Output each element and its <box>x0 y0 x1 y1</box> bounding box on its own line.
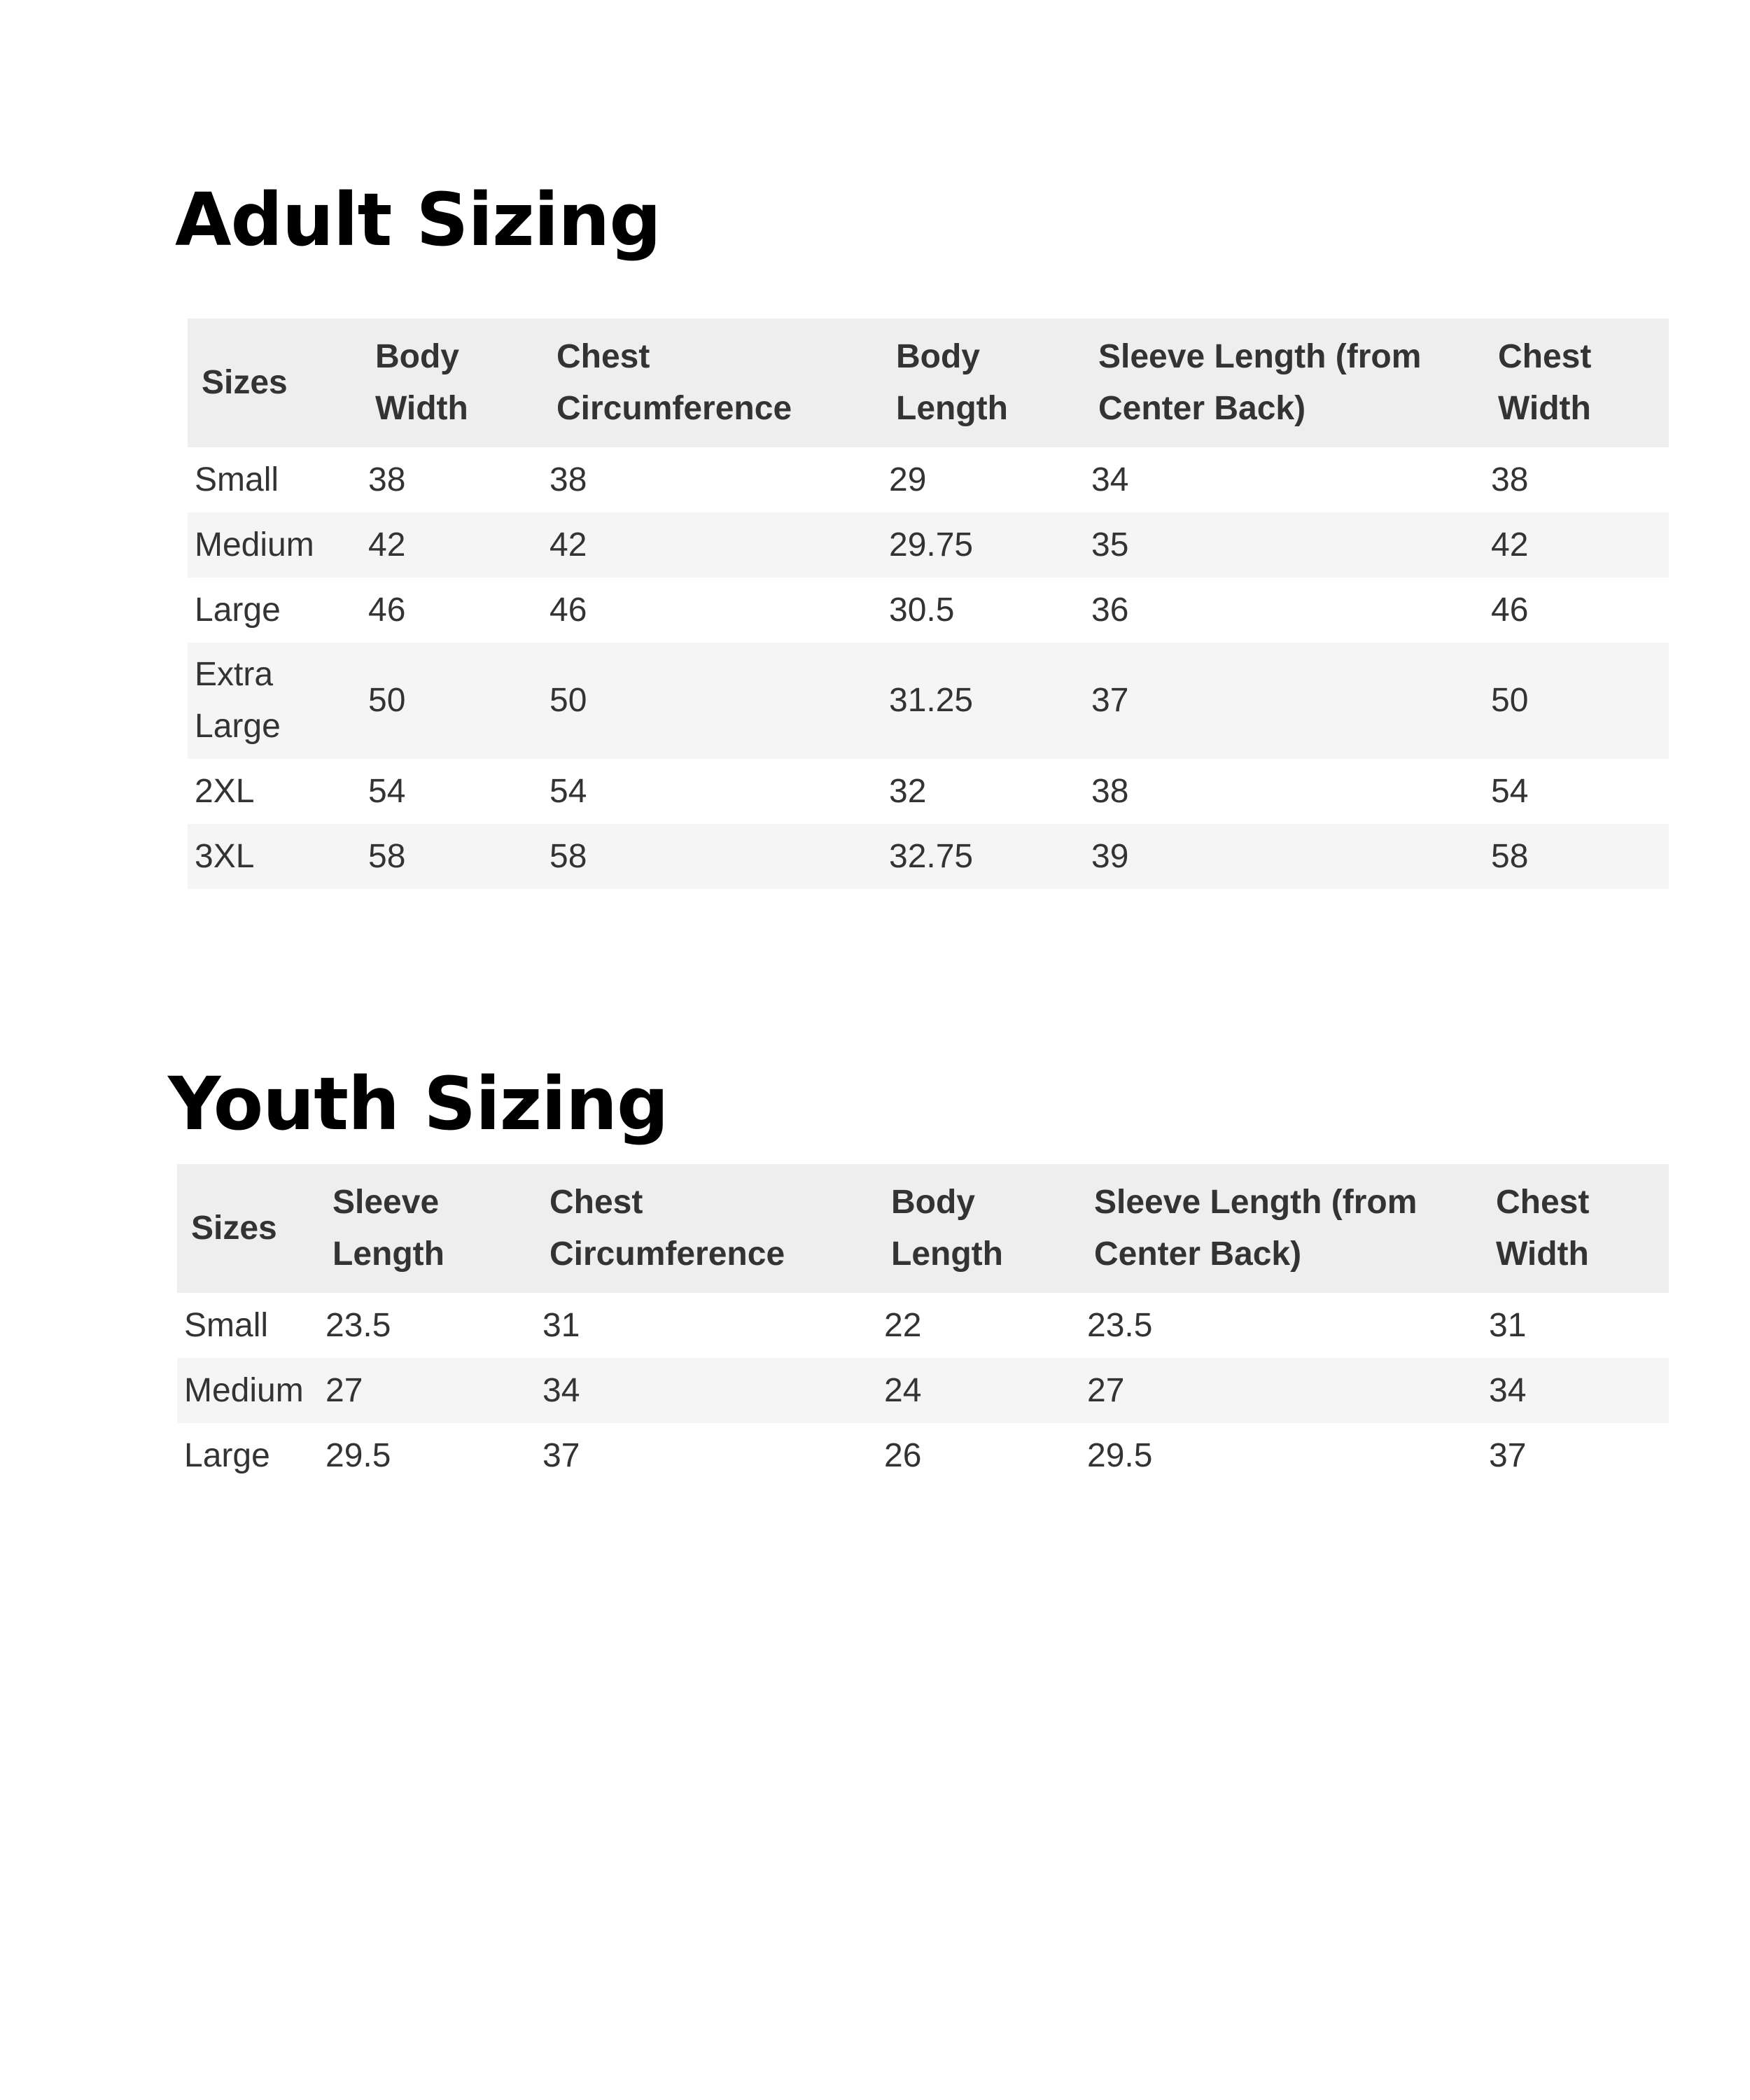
table-row <box>188 512 1669 578</box>
size-cell: Medium <box>184 1371 304 1409</box>
value-cell: 54 <box>550 772 587 810</box>
column-header: Sizes <box>188 318 361 447</box>
value-cell: 22 <box>884 1306 922 1344</box>
value-cell: 54 <box>1491 772 1529 810</box>
value-cell: 42 <box>368 526 406 564</box>
column-header: Chest Width <box>1482 1164 1669 1293</box>
size-cell: Large <box>195 591 281 629</box>
value-cell: 58 <box>368 837 406 875</box>
size-cell: Small <box>184 1306 269 1344</box>
column-header: Sleeve Length (from Center Back) <box>1084 318 1484 447</box>
value-cell: 30.5 <box>889 591 955 629</box>
value-cell: 23.5 <box>326 1306 391 1344</box>
size-cell: 2XL <box>195 772 255 810</box>
value-cell: 34 <box>1489 1371 1527 1409</box>
value-cell: 50 <box>550 682 587 719</box>
table-header-row <box>177 1164 1669 1293</box>
value-cell: 42 <box>550 526 587 564</box>
value-cell: 23.5 <box>1087 1306 1153 1344</box>
adult-sizing-title: Adult Sizing <box>175 177 661 262</box>
value-cell: 29.75 <box>889 526 974 564</box>
table-row <box>188 643 1669 759</box>
value-cell: 46 <box>550 591 587 629</box>
value-cell: 38 <box>550 461 587 498</box>
value-cell: 37 <box>1489 1436 1527 1474</box>
size-cell: Extra Large <box>195 656 281 745</box>
column-header: Chest Circumference <box>542 318 882 447</box>
size-cell: Medium <box>195 526 314 564</box>
size-cell: Large <box>184 1436 270 1474</box>
youth-size-table <box>177 1164 1669 1488</box>
column-header: Chest Width <box>1484 318 1669 447</box>
value-cell: 54 <box>368 772 406 810</box>
value-cell: 39 <box>1091 837 1129 875</box>
value-cell: 38 <box>368 461 406 498</box>
value-cell: 50 <box>1491 682 1529 719</box>
value-cell: 36 <box>1091 591 1129 629</box>
table-row <box>177 1358 1669 1423</box>
value-cell: 34 <box>542 1371 580 1409</box>
table-row <box>188 447 1669 512</box>
value-cell: 24 <box>884 1371 922 1409</box>
value-cell: 29 <box>889 461 927 498</box>
value-cell: 46 <box>368 591 406 629</box>
value-cell: 38 <box>1091 772 1129 810</box>
column-header: Body Width <box>361 318 542 447</box>
value-cell: 38 <box>1491 461 1529 498</box>
youth-sizing-title: Youth Sizing <box>168 1061 668 1147</box>
value-cell: 31 <box>1489 1306 1527 1344</box>
column-header: Sleeve Length <box>318 1164 536 1293</box>
adult-size-table <box>188 318 1669 889</box>
table-row <box>188 759 1669 824</box>
table-header-row <box>188 318 1669 447</box>
table-row <box>188 824 1669 889</box>
value-cell: 35 <box>1091 526 1129 564</box>
value-cell: 42 <box>1491 526 1529 564</box>
value-cell: 32 <box>889 772 927 810</box>
value-cell: 31.25 <box>889 682 974 719</box>
value-cell: 29.5 <box>1087 1436 1153 1474</box>
column-header: Sleeve Length (from Center Back) <box>1080 1164 1482 1293</box>
column-header: Body Length <box>877 1164 1080 1293</box>
value-cell: 37 <box>542 1436 580 1474</box>
value-cell: 37 <box>1091 682 1129 719</box>
table-row <box>177 1423 1669 1488</box>
value-cell: 27 <box>326 1371 363 1409</box>
value-cell: 46 <box>1491 591 1529 629</box>
value-cell: 32.75 <box>889 837 974 875</box>
value-cell: 29.5 <box>326 1436 391 1474</box>
value-cell: 58 <box>550 837 587 875</box>
value-cell: 27 <box>1087 1371 1125 1409</box>
size-cell: Small <box>195 461 279 498</box>
value-cell: 26 <box>884 1436 922 1474</box>
size-cell: 3XL <box>195 837 255 875</box>
value-cell: 34 <box>1091 461 1129 498</box>
table-row <box>188 578 1669 643</box>
value-cell: 58 <box>1491 837 1529 875</box>
value-cell: 31 <box>542 1306 580 1344</box>
column-header: Sizes <box>177 1164 318 1293</box>
column-header: Chest Circumference <box>536 1164 877 1293</box>
table-row <box>177 1293 1669 1358</box>
value-cell: 50 <box>368 682 406 719</box>
column-header: Body Length <box>882 318 1084 447</box>
